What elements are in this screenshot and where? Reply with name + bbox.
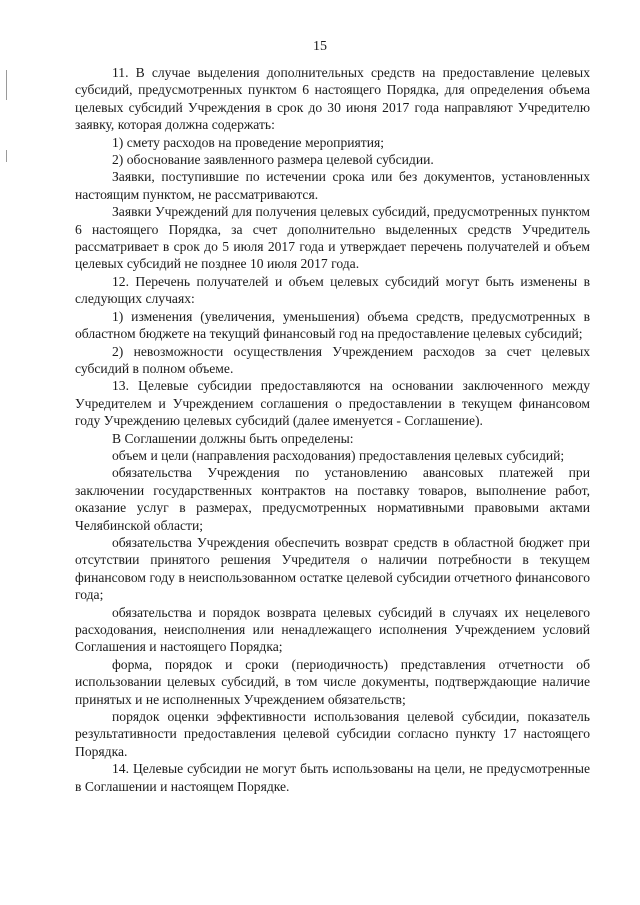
list-item-budget-change: 1) изменения (увеличения, уменьшения) объема средств, предусмотренных в областном бюджете на текущий финансовый год на предоставление целевых субсидий;: [75, 308, 590, 342]
agreement-item-refund: обязательства Учреждения обеспечить возврат средств в областной бюджет при отсутствии принятого решения Учредителя о наличии потребности в текущем финансовом году в неиспользованном остатке целевой субсидии отчетного финансового года;: [75, 534, 590, 603]
list-item-impossibility: 2) невозможности осуществления Учреждением расходов за счет целевых субсидий в полном объеме.: [75, 343, 590, 376]
paragraph-14: 14. Целевые субсидии не могут быть использованы на цели, не предусмотренные в Соглашении и настоящем Порядке.: [75, 761, 590, 794]
list-item-justification: 2) обоснование заявленного размера целевой субсидии.: [112, 152, 434, 168]
paragraph-11: 11. В случае выделения дополнительных средств на предоставление целевых субсидий, предусмотренных пунктом 6 настоящего Порядка, для определения объема целевых субсидий Учреждения в срок до 30 июня 2017 года направляют Учредителю заявку, которая должна содержать:: [75, 65, 590, 133]
paragraph-13: 13. Целевые субсидии предоставляются на основании заключенного между Учредителем и Учреждением соглашения о предоставлении в текущем финансовом году Учреждению целевых субсидий (далее именуется - Соглашение).: [75, 378, 590, 429]
agreement-item-efficiency: порядок оценки эффективности использования целевой субсидии, показатель результативности предоставления целевой субсидии согласно пункту 17 настоящего Порядка.: [75, 709, 590, 759]
document-body: [75, 64, 590, 795]
paragraph-12: 12. Перечень получателей и объем целевых субсидий могут быть изменены в следующих случаях:: [75, 273, 590, 307]
agreement-item-misuse-refund: обязательства и порядок возврата целевых субсидий в случаях их нецелевого расходования, неисполнения или ненадлежащего исполнения Учреждением условий Соглашения и настоящего Порядка;: [75, 604, 590, 655]
agreement-item-volume: объем и цели (направления расходования) предоставления целевых субсидий;: [112, 447, 565, 463]
paragraph-applications-rejected: Заявки, поступившие по истечении срока или без документов, установленных настоящим пунктом, не рассматриваются.: [75, 169, 590, 202]
scan-artifact: [6, 150, 7, 162]
page-number: 15: [313, 39, 327, 54]
scan-artifact: [6, 70, 7, 100]
paragraph-agreement-intro: В Соглашении должны быть определены:: [112, 430, 354, 446]
list-item-estimate: 1) смету расходов на проведение мероприятия;: [112, 134, 385, 150]
paragraph-applications-review: Заявки Учреждений для получения целевых субсидий, предусмотренных пунктом 6 настоящего Порядка, за счет дополнительно выделенных средств Учредитель рассматривает в срок до 5 июля 2017 года и утверждает перечень получателей и объем целевых субсидий не позднее 10 июля 2017 года.: [75, 204, 590, 272]
agreement-item-advance-payments: обязательства Учреждения по установлению авансовых платежей при заключении государственных контрактов на поставку товаров, выполнение работ, оказание услуг в размерах, предусмотренных нормативными правовыми актами Челябинской области;: [75, 465, 590, 533]
agreement-item-reporting: форма, порядок и сроки (периодичность) представления отчетности об использовании целевых субсидий, в том числе документы, подтверждающие наличие принятых и не исполненных Учреждением обязательств;: [75, 656, 590, 707]
